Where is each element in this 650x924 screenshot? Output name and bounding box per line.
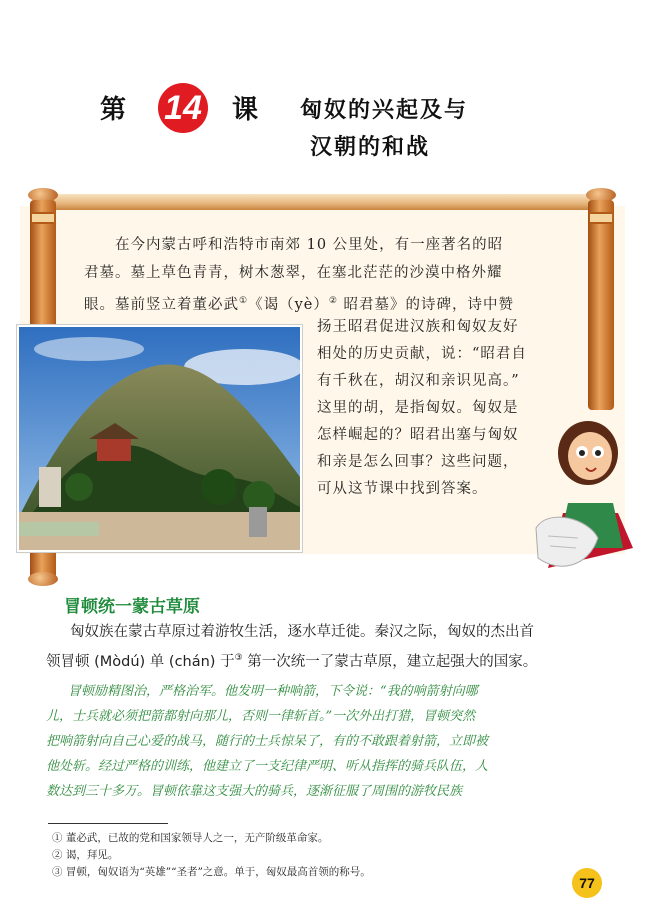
story-line-4: 他处斩。经过严格的训练，他建立了一支纪律严明、听从指挥的骑兵队伍，人 <box>46 759 489 774</box>
intro-line-3: 眼。墓前竖立着董必武①《谒（yè）② 昭君墓》的诗碑，诗中赞 <box>84 296 515 313</box>
intro-line-5: 相处的历史贡献，说：“昭君自 <box>317 346 527 362</box>
intro-line-9: 和亲是怎么回事？这些问题， <box>317 454 519 470</box>
intro-line-4: 扬王昭君促进汉族和匈奴友好 <box>317 319 519 335</box>
page-number-badge: 77 <box>572 868 602 898</box>
scroll-ring-right <box>590 212 612 224</box>
scroll-rod-right-icon <box>588 200 614 410</box>
body-line-1: 匈奴族在蒙古草原过着游牧生活，逐水草迁徙。秦汉之际，匈奴的杰出首 <box>70 624 534 640</box>
intro-line-2: 君墓。墓上草色青青，树木葱翠，在塞北茫茫的沙漠中格外耀 <box>84 265 503 281</box>
intro-line-1: 在今内蒙古呼和浩特市南郊 10 公里处，有一座著名的昭 <box>115 237 504 253</box>
intro-line-8: 怎样崛起的？昭君出塞与匈奴 <box>317 427 519 443</box>
story-line-5: 数达到三十多万。冒顿依靠这支强大的骑兵，逐渐征服了周围的游牧民族 <box>46 784 463 799</box>
story-line-1: 冒顿励精图治，严格治军。他发明一种响箭，下令说：“我的响箭射向哪 <box>68 684 478 699</box>
lesson-number-badge: 14 <box>158 83 208 133</box>
story-line-2: 儿，士兵就必须把箭都射向那儿，否则一律斩首。”一次外出打猎，冒顿突然 <box>46 709 476 724</box>
intro-line-7: 这里的胡，是指匈奴。匈奴是 <box>317 400 519 416</box>
intro-line-6: 有千秋在，胡汉和亲识见高。” <box>317 373 520 389</box>
footnote-divider <box>48 823 168 824</box>
footnote-2: ② 谒，拜见。 <box>52 849 119 861</box>
scroll-ring-left <box>32 212 54 224</box>
scroll-rod-left-end-icon <box>28 572 58 586</box>
story-line-3: 把响箭射向自己心爱的战马，随行的士兵惊呆了，有的不敢跟着射箭，立即被 <box>46 734 489 749</box>
tomb-photo <box>17 325 302 552</box>
body-line-2: 领冒顿 (Mòdú) 单 (chán) 于③ 第一次统一了蒙古草原，建立起强大的国家。 <box>46 653 538 670</box>
page-title-line2: 汉朝的和战 <box>310 135 431 160</box>
lesson-prefix: 第 <box>100 95 127 125</box>
section-heading: 冒顿统一蒙古草原 <box>64 597 200 617</box>
page-title-line1: 匈奴的兴起及与 <box>300 98 469 123</box>
intro-line-10: 可从这节课中找到答案。 <box>317 481 488 497</box>
lesson-suffix: 课 <box>232 95 259 125</box>
footnote-1: ① 董必武，已故的党和国家领导人之一，无产阶级革命家。 <box>52 832 329 844</box>
cartoon-girl-icon <box>528 408 646 578</box>
footnote-3: ③ 冒顿，匈奴语为“英雄”“圣者”之意。单于，匈奴最高首领的称号。 <box>52 866 371 878</box>
scroll-top-roll <box>34 194 612 210</box>
